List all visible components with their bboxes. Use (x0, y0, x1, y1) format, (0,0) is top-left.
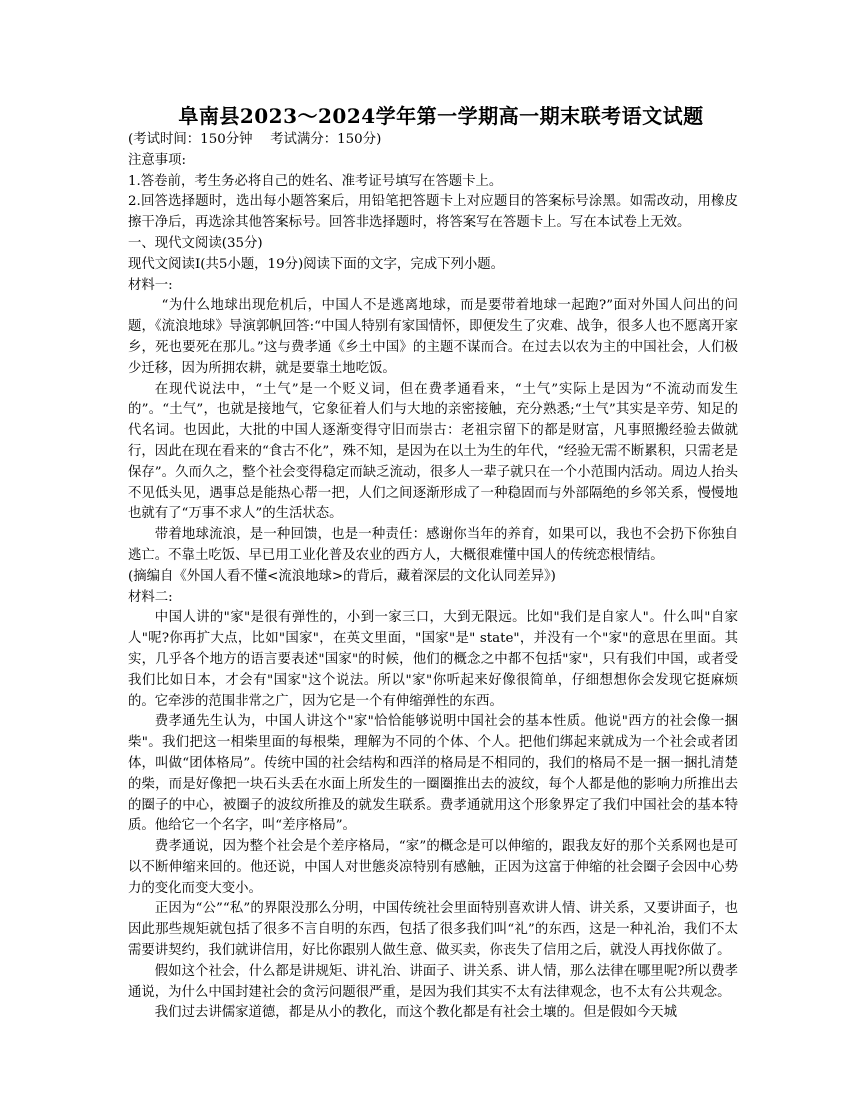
exam-info: (考试时间：150分钟 考试满分：150分) (128, 132, 382, 147)
section-heading: 一、现代文阅读(35分) (128, 235, 263, 251)
body-paragraph: 正因为“公”“私”的界限没那么分明，中国传统社会里面特别喜欢讲人情、讲关系，又要讲面子，也因此那些规矩就包括了很多不言自明的东西，包括了很多我们叫“礼”的东西，这是一种礼治，我们不太需要讲契约，我们就讲信用，好比你跟别人做生意、做买卖，你丧失了信用之后，就没人再找你做了。 (128, 901, 738, 959)
material-label: 材料二: (128, 589, 173, 605)
body-paragraph: 我们过去讲儒家道德，都是从小的教化，而这个教化都是有社会土壤的。但是假如今天城 (154, 1005, 678, 1021)
material-label: 材料一: (128, 277, 173, 293)
body-paragraph: 假如这个社会，什么都是讲规矩、讲礼治、讲面子、讲关系、讲人情，那么法律在哪里呢?所以费孝通说，为什么中国封建社会的贪污问题很严重，是因为我们其实不太有法律观念，也不太有公共观念。 (128, 963, 738, 1000)
notice-item: 1.答卷前，考生务必将自己的姓名、准考证号填写在答题卡上。 (128, 173, 503, 189)
body-paragraph: “为什么地球出现危机后，中国人不是逃离地球，而是要带着地球一起跑?”面对外国人问出的问题，《流浪地球》导演郭帆回答:“中国人特别有家国情怀，即便发生了灾难、战争，很多人也不愿离开家乡，死也要死在那儿。”这与费孝通《乡土中国》的主题不谋而合。在过去以农为主的中国社会，人们极少迁移，因为所拥农耕，就是要靠土地吃饭。 (128, 298, 738, 376)
source-citation: (摘编自《外国人看不懂<流浪地球>的背后，藏着深层的文化认同差异》) (128, 568, 556, 584)
notice-heading: 注意事项: (128, 152, 187, 168)
subsection-heading: 现代文阅读Ⅰ(共5小题，19分)阅读下面的文字，完成下列小题。 (128, 256, 505, 272)
body-paragraph: 费孝通说，因为整个社会是个差序格局，“家”的概念是可以伸缩的，跟我友好的那个关系网也是可以不断伸缩来回的。他还说，中国人对世態炎凉特别有感触，正因为这富于伸缩的社会圈子会因中心势力的变化而变大变小。 (128, 839, 738, 896)
body-paragraph: 费孝通先生认为，中国人讲这个"家"恰恰能够说明中国社会的基本性质。他说"西方的社会像一捆柴"。我们把这一相柴里面的每根柴，理解为不同的个体、个人。把他们绑起来就成为一个社会或者团体，叫做“团体格局”。传统中国的社会结构和西洋的格局是不相同的，我们的格局不是一捆一捆扎清楚的柴，而是好像把一块石头丢在水面上所发生的一圈圈推出去的波纹，每个人都是他的影响力所推出去的圈子的中心，被圈子的波纹所推及的就发生联系。费孝通就用这个形象界定了我们中国社会的基本特质。他给它一个名字，叫“差序格局”。 (128, 714, 738, 834)
body-paragraph: 中国人讲的"家"是很有弹性的，小到一家三口，大到无限远。比如"我们是自家人"。什么叫"自家人"呢?你再扩大点，比如"国家"，在英文里面，"国家"是" state"，并没有一个"家"的意思在里面。其实，几乎各个地方的语言要表述"国家"的时候，他们的概念之中都不包括"家"，只有我们中国，或者受我们比如日本，才会有"国家"这个说法。所以"家"你听起来好像很简单，仔细想想你会发现它挺麻烦的。它牵涉的范围非常之广，因为它是一个有伸缩弹性的东西。 (128, 610, 738, 709)
notice-item: 2.回答选择题时，选出每小题答案后，用铅笔把答题卡上对应题目的答案标号涂黑。如需改动，用橡皮擦干净后，再选涂其他答案标号。回答非选择题时，将答案写在答题卡上。写在本试卷上无效。 (128, 194, 738, 231)
body-paragraph: 带着地球流浪，是一种回馈，也是一种责任：感谢你当年的养育，如果可以，我也不会扔下你独自逃亡。不靠土吃饭、早已用工业化普及农业的西方人，大概很难懂中国人的传统恋根情结。 (128, 527, 738, 563)
document-title: 阜南县2023～2024学年第一学期高一期末联考语文试题 (178, 104, 704, 128)
body-paragraph: 在现代说法中，“土气”是一个贬义词，但在费孝通看来，“土气”实际上是因为“不流动而发生的”。“土气”，也就是接地气，它象征着人们与大地的亲密接触，充分熟悉;“土气”其实是辛劳、知足的代名词。也因此，大批的中国人逐渐变得守旧而崇古：老祖宗留下的都是财富，凡事照搬经验去做就行，因此在现在看来的“食古不化”，殊不知，是因为在以土为生的年代，“经验无需不断累积，只需老是保存”。久而久之，整个社会变得稳定而缺乏流动，很多人一辈子就只在一个小范围内活动。周边人抬头不见低头见，遇事总是能热心帮一把，人们之间逐渐形成了一种稳固而与外部隔绝的乡邻关系，慢慢地也就有了“万事不求人”的生活状态。 (128, 381, 738, 522)
